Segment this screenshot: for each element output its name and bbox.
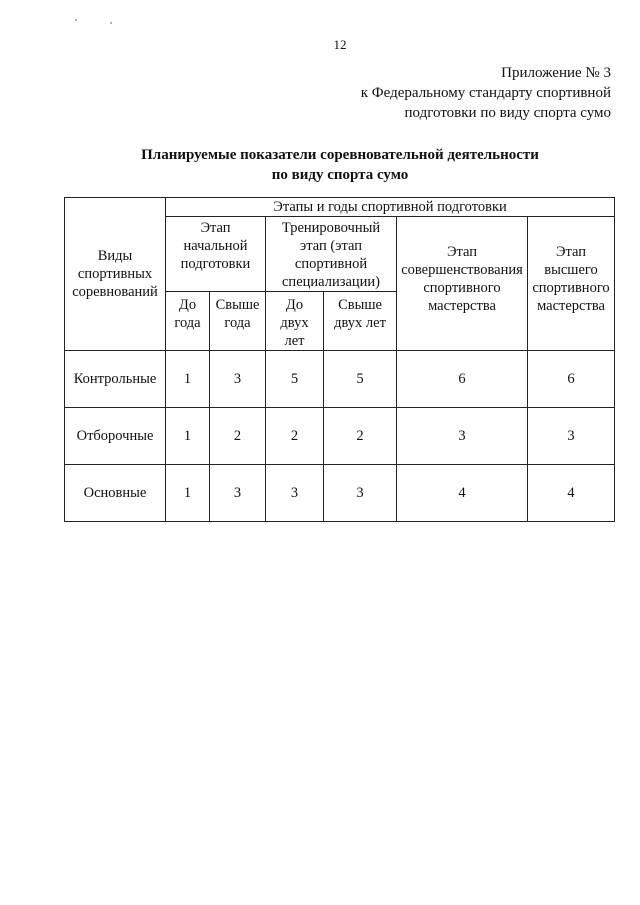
appendix-line: Приложение № 3 [501,65,611,81]
competition-types-header: Виды спортивных соревнований [65,198,166,351]
table-cell: 1 [166,351,210,408]
scan-speck [110,22,112,24]
table-cell: 2 [266,408,324,465]
row-label: Контрольные [65,351,166,408]
table-cell: 2 [210,408,266,465]
table-cell: 3 [266,465,324,522]
document-title [0,145,640,185]
stage-highest-header: Этап высшего спортивного мастерства [528,217,615,351]
table-cell: 1 [166,408,210,465]
table-row [65,465,615,522]
table-cell: 5 [324,351,397,408]
appendix-line: подготовки по виду спорта сумо [404,105,611,121]
stages-group-header: Этапы и годы спортивной подготовки [166,198,615,217]
table-cell: 3 [397,408,528,465]
subheader-initial-upto: До года [166,292,210,351]
table-cell: 3 [210,351,266,408]
table-cell: 3 [324,465,397,522]
page-number: 12 [333,37,347,52]
table-row [65,408,615,465]
title-line: Планируемые показатели соревновательной деятельности [141,147,539,163]
appendix-line: к Федеральному стандарту спортивной [360,85,611,101]
table-row [65,351,615,408]
table-cell: 5 [266,351,324,408]
title-line: по виду спорта сумо [271,167,409,183]
table-cell: 3 [528,408,615,465]
table-cell: 1 [166,465,210,522]
table-cell: 4 [397,465,528,522]
table-cell: 3 [210,465,266,522]
row-label: Основные [65,465,166,522]
appendix-reference [361,63,611,123]
scan-speck [75,19,77,21]
subheader-initial-over: Свыше года [210,292,266,351]
stage-initial-header: Этап начальной подготовки [166,217,266,292]
stage-training-header: Тренировочный этап (этап спортивной специализации) [266,217,397,292]
table-cell: 6 [528,351,615,408]
table-cell: 2 [324,408,397,465]
stage-improvement-header: Этап совершенствования спортивного мастерства [397,217,528,351]
row-label: Отборочные [65,408,166,465]
subheader-training-over: Свыше двух лет [324,292,397,351]
subheader-training-upto: До двух лет [266,292,324,351]
table-cell: 6 [397,351,528,408]
competition-indicators-table [64,197,615,522]
table-cell: 4 [528,465,615,522]
